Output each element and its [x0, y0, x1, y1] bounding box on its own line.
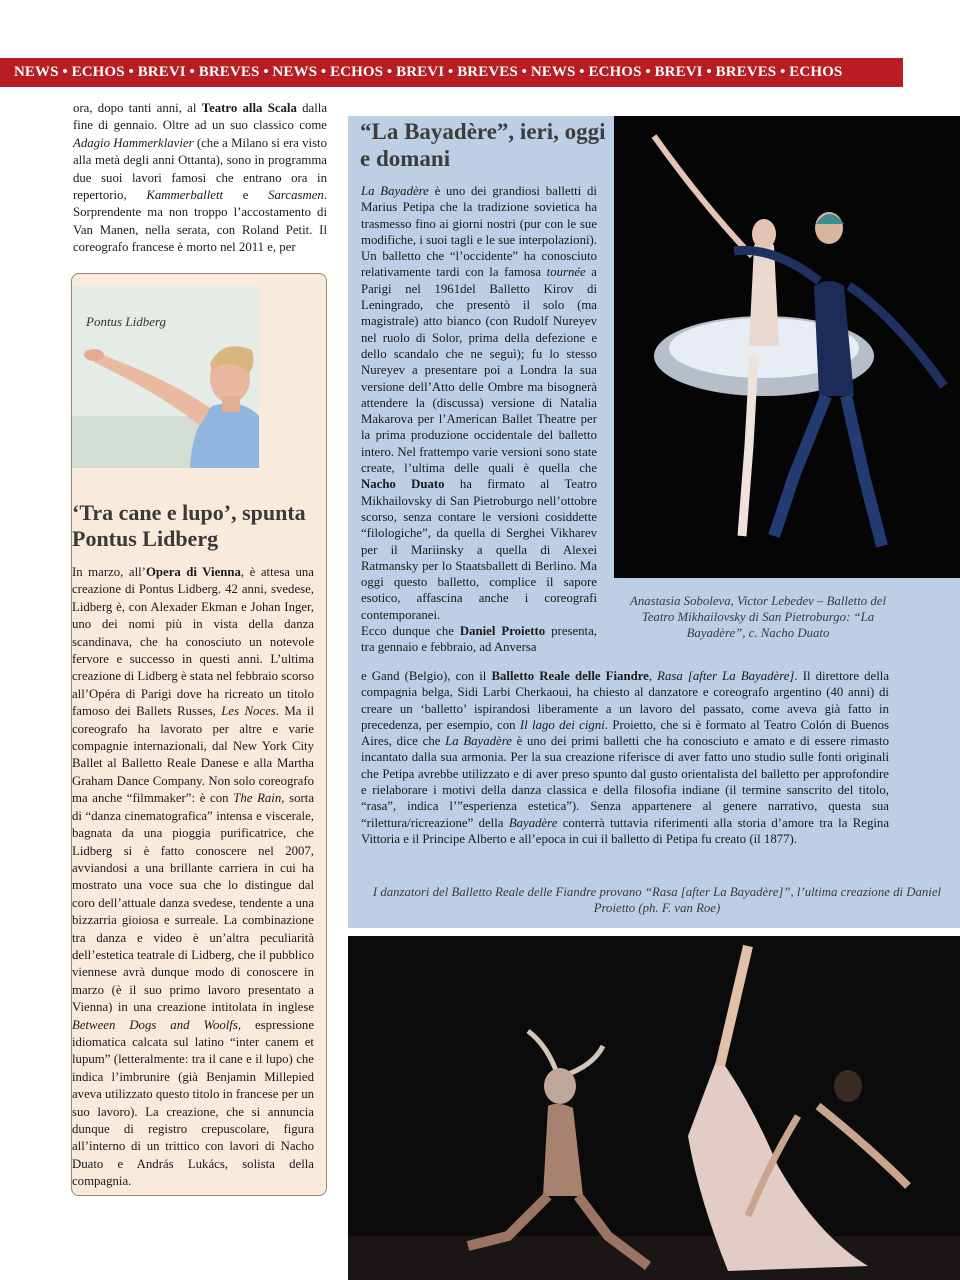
bayadere-headline: “La Bayadère”, ieri, oggi e domani [360, 119, 606, 171]
bayadere-article-text: La Bayadère è uno dei grandiosi balletti di Marius Petipa che la tradizione sovietica ha trasmesso fino ai giorni nostri (pur con le sue modifiche, i suoi tagli e le sue interpolazioni). Un balletto che “l’occidente” ha conosciuto relativamente tardi con la famosa tournée a Parigi nel 1961del Balletto Kirov di Leningrado, che presentò il solo (ma magistrale) atto bianco (con Rudolf Nureyev nel ruolo di Solor, prima della defezione e dello scandalo che ne seguì); fu lo stesso Nureyev a presentare poi a Londra la sua versione dell’Atto delle Ombre ma bisognerà attendere la (discussa) versione di Natalia Makarova per l’American Ballet Theatre per la prima produzione occidentale del balletto intero. Nel frattempo varie versioni sono state create, l’ultima delle quali è quella che Nacho Duato ha firmato al Teatro Mikhailovsky di San Pietroburgo nell’ottobre scorso, senza contare le versioni cosiddette “filologiche”, da quella di Serghei Vikharev per il Mariinsky a quella di Alexei Ratmansky per lo Staatsballett di Berlino. Ma oggi questo balletto, complice il sapore esotico, affascina anche i coreografi contemporanei. Ecco dunque che Daniel Proietto presenta, tra gennaio e febbraio, ad Anversa [361, 184, 598, 655]
ballet-rehearsal-illustration [348, 936, 960, 1280]
ballet-duet-illustration [614, 116, 960, 578]
duet-photo-caption: Anastasia Soboleva, Victor Lebedev – Balletto del Teatro Mikhailovsky di San Pietroburgo: “La Bayadère”, c. Nacho Duato [630, 594, 886, 640]
sidebar-headline: ‘Tra cane e lupo’, spunta Pontus Lidberg [72, 500, 306, 551]
bayadere-article-text-continued: e Gand (Belgio), con il Balletto Reale delle Fiandre, Rasa [after La Bayadère]. Il direttore della compagnia belga, Sidi Larbi Cherkaoui, ha chiesto al danzatore e coreografo argentino (40 anni) di creare un ‘balletto’ ispirandosi liberamente a un lavoro del passato, come aveva già fatto in precedenza, per esempio, con Il lago dei cigni. Proietto, che si è formato al Teatro Colón di Buenos Aires, dice che La Bayadère è uno dei primi balletti che ha conosciuto e amato e di essere rimasto incantato dalla sua armonia. Per la sua creazione riferisce di aver fatto uno studio sulle fonti originali che Petipa avrebbe utilizzato e di aver preso spunto dal gusto orientalista del balletto per approfondire e rielaborare i motivi della danza classica e della filosofia indiane (il termine sanscrito del titolo, “rasa”, indica l’”esperienza estetica”). Senza appartenere al genere narrativo, questa sua “rilettura/ricreazione” della Bayadère conterrà tuttavia riferimenti alla storia d’amore tra la Regina Vittoria e il Principe Alberto e all’epoca in cui il balletto di Petipa fu creato (il 1877). [361, 669, 890, 846]
section-banner: NEWS • ECHOS • BREVI • BREVES • NEWS • ECHOS • BREVI • BREVES • NEWS • ECHOS • BREVI • BREVES • ECHOS [0, 58, 903, 87]
lidberg-sidebar [71, 273, 327, 1196]
sidebar-article-text: In marzo, all’Opera di Vienna, è attesa una creazione di Pontus Lidberg. 42 anni, svedese, Lidberg è, con Alexader Ekman e Johan Inger, uno dei nomi più in vista della danza scandinava, che ha conosciuto un notevole fervore e successo in questi anni. L’ultima creazione di Lidberg è stata nel febbraio scorso all’Opéra di Parigi dove ha ricreato un titolo famoso dei Ballets Russes, Les Noces. Ma il coreografo ha lavorato per altre e varie compagnie internazionali, dal New York City Ballet al Balletto Reale Danese e alla Martha Graham Dance Company. Non solo coreografo ma anche “filmmaker”: è con The Rain, sorta di “danza cinematografica” intensa e viscerale, bagnata da una pioggia purificatrice, che Lidberg si è fatto conoscere nel 2007, avviandosi a una brillante carriera in cui ha mostrato una voce sua che lo distingue dal coro dell’attuale danza svedese, tendente a una bizzarria gioiosa e surreale. La combinazione tra danza e video è un’altra peculiarità dell’estetica teatrale di Lidberg, che il pubblico viennese avrà dunque modo di conoscere in marzo (è il suo primo lavoro presentato a Vienna) in una creazione intitolata in inglese Between Dogs and Woolfs, espressione idiomatica calcata sul latino “inter canem et lupum” (letteralmente: tra il cane e il lupo) che indica l’imbrunire (già Benjamin Millepied aveva utilizzato questo titolo in francese per un suo lavoro). La creazione, che si annuncia dunque di registro crepuscolare, figura all’interno di un trittico con lavori di Nacho Duato e András Lukács, solista della compagnia. [72, 565, 315, 1189]
pontus-lidberg-photo [72, 286, 259, 468]
photo-caption: Pontus Lidberg [86, 314, 167, 329]
rasa-photo-caption: I danzatori del Balletto Reale delle Fiandre provano “Rasa [after La Bayadère]”, l’ultima creazione di Daniel Proietto (ph. F. van Roe) [372, 885, 942, 915]
lead-column-text: ora, dopo tanti anni, al Teatro alla Scala dalla fine di gennaio. Oltre ad un suo classico come Adagio Hammerklavier (che a Milano si era visto alla metà degli anni Ottanta), sono in programma due suoi lavori famosi che entrano ora in repertorio, Kammerballett e Sarcasmen. Sorprendente ma non troppo l’accostamento di Van Manen, nella serata, con Roland Petit. Il coreografo francese è morto nel 2011 e, per [73, 101, 328, 255]
rasa-rehearsal-photo [348, 936, 960, 1280]
bayadere-duet-photo [614, 116, 960, 578]
